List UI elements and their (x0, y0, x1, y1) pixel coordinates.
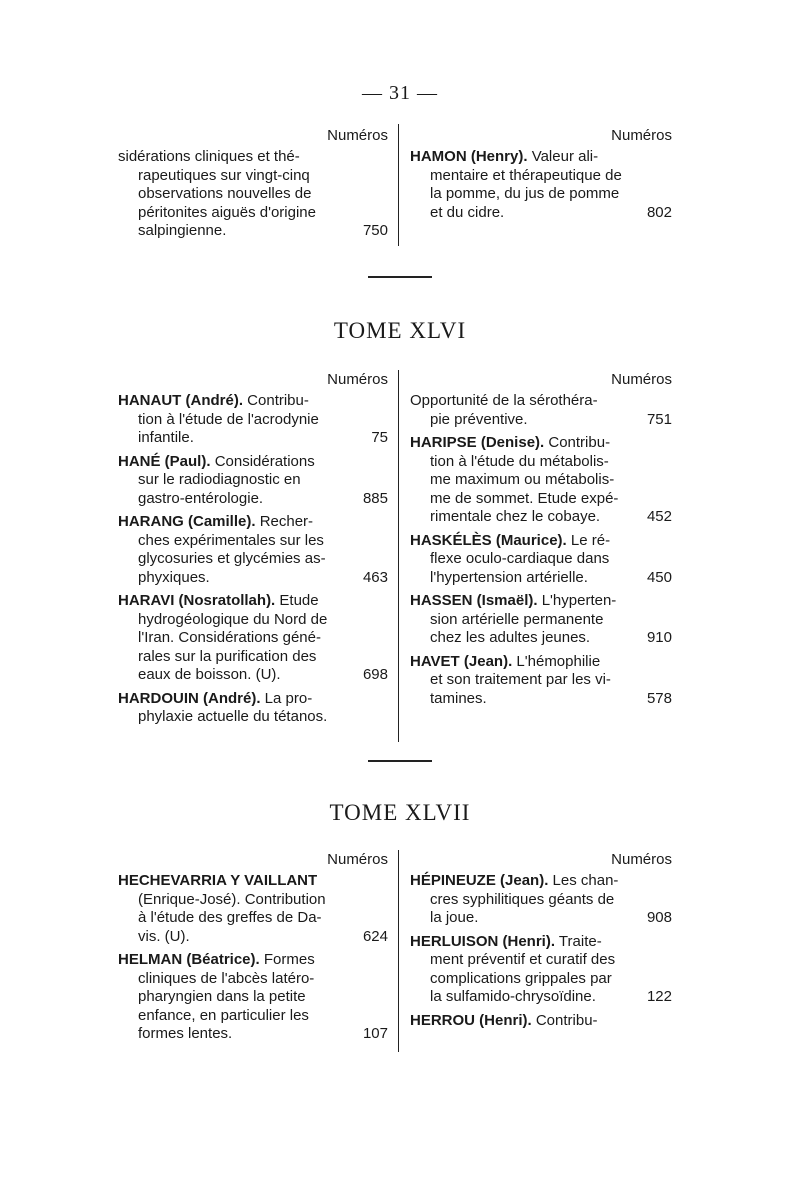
entry-line (410, 490, 672, 509)
entry-text: la sulfamido-chrysoïdine. (430, 988, 596, 1005)
entry-author: HELMAN (Béatrice). (118, 951, 260, 968)
entry-text: sion artérielle permanente (430, 610, 604, 628)
entry-text-segment: L'hyperten- (541, 592, 617, 609)
entry-number: 75 (371, 429, 388, 446)
entry-text: phyxiques. (138, 568, 210, 586)
entry-line (118, 490, 388, 509)
entry-text (410, 1012, 598, 1031)
entry-text (118, 951, 315, 970)
entry-number: 452 (646, 508, 672, 525)
entry-number: 107 (362, 1025, 388, 1042)
entry-author: HERROU (Henri). (410, 1011, 532, 1029)
entry-text: formes lentes. (138, 1025, 233, 1042)
entry-text (118, 453, 315, 472)
entry-text (410, 434, 610, 453)
entry-line (410, 392, 672, 411)
index-entry (118, 513, 388, 587)
entry-number: 122 (646, 988, 672, 1005)
entry-line (410, 629, 672, 648)
entry-text: infantile. (138, 429, 194, 446)
entry-text: rales sur la purification des (138, 647, 317, 665)
page-number: — 31 — (362, 82, 438, 104)
entry-line (410, 1012, 672, 1031)
entry-line (118, 690, 388, 709)
entry-line (118, 666, 388, 685)
index-entry (118, 690, 388, 727)
entry-text (410, 592, 616, 611)
entry-text-segment: Traite- (558, 932, 602, 950)
entry-line (118, 891, 388, 910)
entry-line (118, 909, 388, 928)
entry-line (410, 508, 672, 527)
entry-text (118, 690, 312, 709)
entry-text: glycosuries et glycémies as- (138, 550, 326, 567)
entry-line (118, 471, 388, 490)
entry-text: gastro-entérologie. (138, 489, 264, 507)
entry-text-segment: Les chan- (552, 872, 619, 889)
entry-number: 624 (362, 927, 388, 945)
index-entry (410, 434, 672, 527)
entry-text: observations nouvelles de (138, 185, 312, 202)
tome-47-left-column (118, 850, 388, 1049)
entry-line (410, 204, 672, 223)
entry-line (410, 569, 672, 588)
entry-line (410, 988, 672, 1007)
entry-text: ches expérimentales sur les (138, 531, 324, 549)
entry-text: salpingienne. (138, 222, 227, 239)
entry-line (118, 532, 388, 551)
entry-author: HÉPINEUZE (Jean). (410, 872, 549, 889)
entry-text: la joue. (430, 909, 479, 926)
entry-author: HERLUISON (Henri). (410, 932, 556, 950)
entry-text: et du cidre. (430, 203, 505, 221)
entry-line (118, 708, 388, 727)
numeros-header: Numéros (611, 127, 672, 144)
entry-text (118, 592, 319, 611)
entry-line (118, 569, 388, 588)
entry-number: 908 (646, 909, 672, 926)
entry-text: phylaxie actuelle du tétanos. (138, 708, 328, 725)
tome-47-right-column (410, 850, 672, 1035)
tome-46-left-column (118, 370, 388, 732)
entry-line (410, 970, 672, 989)
entry-number: 578 (646, 689, 672, 707)
entry-line (118, 872, 388, 891)
entry-author: HARAVI (Nosratollah). (118, 592, 276, 609)
entry-text: (Enrique-José). Contribution (138, 890, 326, 908)
entry-line (118, 988, 388, 1007)
section-rule (368, 760, 432, 762)
entry-text (118, 392, 309, 411)
entry-line (118, 648, 388, 667)
entry-author: HANAUT (André). (118, 392, 243, 409)
entry-line (410, 909, 672, 928)
entry-line (410, 951, 672, 970)
entry-author: HASKÉLÈS (Maurice). (410, 531, 567, 549)
entry-text: ment préventif et curatif des (430, 951, 616, 968)
entry-line (118, 429, 388, 448)
entry-text-segment: Etude (279, 592, 319, 609)
entry-text: pharyngien dans la petite (138, 988, 306, 1005)
entry-line (118, 185, 388, 204)
section-rule (368, 276, 432, 278)
entry-line (118, 513, 388, 532)
numeros-header: Numéros (327, 127, 388, 144)
entry-number: 698 (362, 666, 388, 683)
top-right-column (410, 126, 672, 227)
entry-line (410, 167, 672, 186)
tome-46-right-column (410, 370, 672, 713)
entry-line (410, 148, 672, 167)
entry-text-segment: Opportunité de la sérothéra- (410, 392, 598, 409)
entry-line (410, 653, 672, 672)
entry-text: la pomme, du jus de pomme (430, 185, 620, 202)
entry-author: HARIPSE (Denise). (410, 434, 545, 451)
entry-author: HECHEVARRIA Y VAILLANT (118, 872, 318, 889)
numeros-header: Numéros (327, 851, 388, 868)
entry-line (410, 453, 672, 472)
entry-line (118, 970, 388, 989)
index-entry (118, 592, 388, 685)
entry-text-segment: La pro- (264, 689, 313, 707)
entry-text (410, 872, 618, 891)
index-entry (118, 453, 388, 509)
entry-text-segment: Formes (263, 951, 315, 968)
entry-text: l'hypertension artérielle. (430, 568, 588, 586)
entry-line (118, 411, 388, 430)
index-entry (410, 872, 672, 928)
entry-author: HAVET (Jean). (410, 652, 513, 670)
index-entry (410, 592, 672, 648)
index-entry (410, 532, 672, 588)
numeros-header: Numéros (611, 851, 672, 868)
entry-author: HAMON (Henry). (410, 148, 528, 165)
entry-line (410, 185, 672, 204)
index-entry (118, 872, 388, 946)
entry-line (118, 951, 388, 970)
entry-text: rapeutiques sur vingt-cinq (138, 166, 310, 184)
index-entry (410, 653, 672, 709)
entry-line (118, 222, 388, 241)
index-entry (410, 933, 672, 1007)
tome-47-title: TOME XLVII (329, 800, 471, 825)
entry-text: tion à l'étude du métabolis- (430, 452, 609, 470)
index-entry (118, 951, 388, 1044)
entry-line (118, 204, 388, 223)
entry-text: l'Iran. Considérations géné- (138, 629, 321, 646)
entry-line (410, 872, 672, 891)
entry-text: rimentale chez le cobaye. (430, 508, 601, 525)
entry-line (118, 629, 388, 648)
entry-author: HANÉ (Paul). (118, 452, 211, 470)
entry-line (118, 611, 388, 630)
entry-text: enfance, en particulier les (138, 1006, 309, 1024)
index-entry (118, 148, 388, 241)
entry-line (410, 471, 672, 490)
entry-line (410, 434, 672, 453)
entry-line (118, 453, 388, 472)
numeros-header: Numéros (611, 371, 672, 388)
tome-46-title: TOME XLVI (333, 318, 467, 343)
entry-author: HARANG (Camille). (118, 513, 256, 530)
entry-text (410, 392, 598, 411)
entry-text (118, 513, 313, 532)
entry-text: sur le radiodiagnostic en (138, 471, 301, 488)
entry-line (118, 592, 388, 611)
entry-number: 751 (646, 410, 672, 428)
index-entry (410, 1012, 672, 1031)
entry-line (118, 167, 388, 186)
entry-text-segment: sidérations cliniques et thé- (118, 148, 300, 165)
entry-line (410, 611, 672, 630)
index-entry (118, 392, 388, 448)
entry-line (118, 148, 388, 167)
entry-line (410, 532, 672, 551)
column-divider (398, 850, 399, 1052)
entry-text: tion à l'étude de l'acrodynie (138, 410, 319, 428)
entry-text (410, 532, 610, 551)
entry-line (118, 392, 388, 411)
entry-text: eaux de boisson. (U). (138, 666, 281, 683)
entry-text-segment: Contribu- (548, 434, 611, 451)
entry-text: me de sommet. Etude expé- (430, 489, 619, 507)
entry-author: HASSEN (Ismaël). (410, 592, 538, 609)
entry-line (410, 891, 672, 910)
entry-text-segment: L'hémophilie (516, 652, 601, 670)
entry-text: vis. (U). (138, 927, 190, 945)
entry-line (410, 933, 672, 952)
entry-line (118, 550, 388, 569)
entry-number: 463 (362, 568, 388, 586)
entry-number: 450 (646, 568, 672, 586)
entry-text-segment: Contribu- (535, 1011, 598, 1029)
entry-text: hydrogéologique du Nord de (138, 610, 328, 628)
entry-text-segment: Considérations (214, 452, 315, 470)
entry-number: 750 (362, 222, 388, 239)
entry-line (118, 1025, 388, 1044)
entry-line (410, 592, 672, 611)
entry-text: tamines. (430, 689, 487, 707)
entry-text (118, 148, 300, 167)
entry-line (410, 550, 672, 569)
entry-text: péritonites aiguës d'origine (138, 203, 316, 221)
entry-number: 910 (646, 629, 672, 646)
entry-text: cres syphilitiques géants de (430, 890, 615, 908)
index-entry (410, 148, 672, 222)
entry-line (118, 1007, 388, 1026)
column-divider (398, 124, 399, 246)
entry-text: me maximum ou métabolis- (430, 471, 615, 488)
entry-text: mentaire et thérapeutique de (430, 166, 622, 184)
index-entry (410, 392, 672, 429)
entry-text-segment: Le ré- (570, 531, 611, 549)
entry-line (410, 671, 672, 690)
entry-text (410, 933, 602, 952)
entry-text-segment: Contribu- (247, 392, 309, 409)
column-divider (398, 370, 399, 742)
entry-number: 802 (646, 203, 672, 221)
entry-line (410, 690, 672, 709)
entry-text: à l'étude des greffes de Da- (138, 909, 322, 926)
entry-text (410, 653, 600, 672)
entry-text: complications grippales par (430, 969, 612, 987)
entry-text: chez les adultes jeunes. (430, 629, 591, 646)
entry-text: cliniques de l'abcès latéro- (138, 969, 315, 987)
entry-text (410, 148, 598, 167)
entry-author: HARDOUIN (André). (118, 689, 261, 707)
entry-text: pie préventive. (430, 410, 528, 428)
entry-text-segment: Valeur ali- (531, 148, 599, 165)
entry-number: 885 (362, 489, 388, 507)
entry-text (118, 872, 317, 891)
top-left-column (118, 126, 388, 246)
entry-text: et son traitement par les vi- (430, 671, 611, 688)
entry-text-segment: Recher- (259, 513, 314, 530)
entry-line (118, 928, 388, 947)
entry-text: flexe oculo-cardiaque dans (430, 550, 610, 567)
numeros-header: Numéros (327, 371, 388, 388)
entry-line (410, 411, 672, 430)
